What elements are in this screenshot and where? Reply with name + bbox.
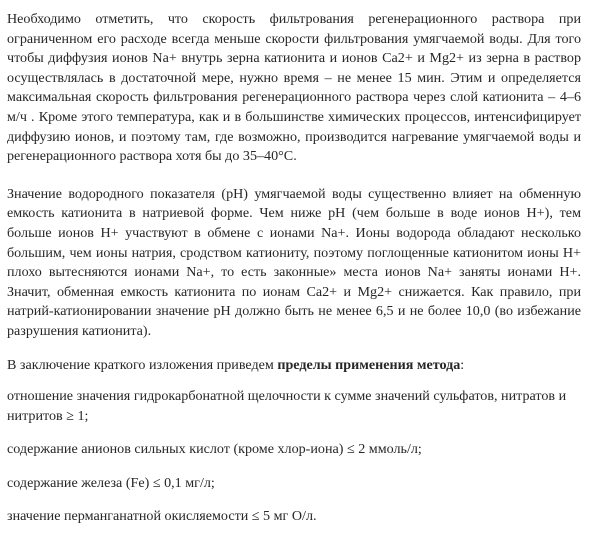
conclusion-bold-term: пределы применения метода <box>277 356 461 373</box>
document-page <box>7 10 581 527</box>
paragraph-filtration-speed: Необходимо отметить, что скорость фильтрования регенерационного раствора при ограниченном его расходе всегда меньше скорости фильтрования умягчаемой воды. Для того чтобы диффузия ионов Na+ внутрь зерна катионита и ионов Ca2+ и Mg2+ из зерна в раствор осуществлялась в достаточной мере, нужно время – не менее 15 мин. Этим и определяется максимальная скорость фильтрования регенерационного раствора через слой катионита – 4–6 м/ч . Кроме этого температура, как и в большинстве химических процессов, интенсифицирует диффузию ионов, и поэтому там, где возможно, производится нагревание умягчаемой воды и регенерационного раствора хотя бы до 35–40°C. <box>7 11 581 165</box>
conclusion-prefix: В заключение краткого изложения приведем <box>7 356 278 373</box>
limit-item-strong-acid-anions: содержание анионов сильных кислот (кроме хлор-иона) ≤ 2 ммоль/л; <box>7 441 422 458</box>
limit-item-iron: содержание железа (Fe) ≤ 0,1 мг/л; <box>7 474 215 491</box>
paragraph-conclusion-intro <box>7 356 581 376</box>
limit-item-permanganate: значение перманганатной окисляемости ≤ 5 мг О/л. <box>7 508 317 525</box>
conclusion-suffix: : <box>460 356 465 373</box>
limit-item-bicarbonate: отношение значения гидрокарбонатной щелочности к сумме значений сульфатов, нитратов и нитритов ≥ 1; <box>7 388 567 424</box>
paragraph-ph-influence: Значение водородного показателя (pH) умягчаемой воды существенно влияет на обменную емкость катионита в натриевой форме. Чем ниже pH (чем больше в воде ионов H+), тем больше ионов H+ участвуют в обмене с ионами Na+. Ионы водорода обладают несколько большим, чем ионы натрия, сродством катиониту, поэтому поглощенные катионитом ионы H+ плохо вытесняются ионами Na+, то есть законные» места ионов Na+ заняты ионами H+. Значит, обменная емкость катионита по ионам Ca2+ и Mg2+ снижается. Как правило, при натрий-катионировании значение pH должно быть не менее 6,5 и не более 10,0 (во избежание разрушения катионита). <box>7 185 581 339</box>
